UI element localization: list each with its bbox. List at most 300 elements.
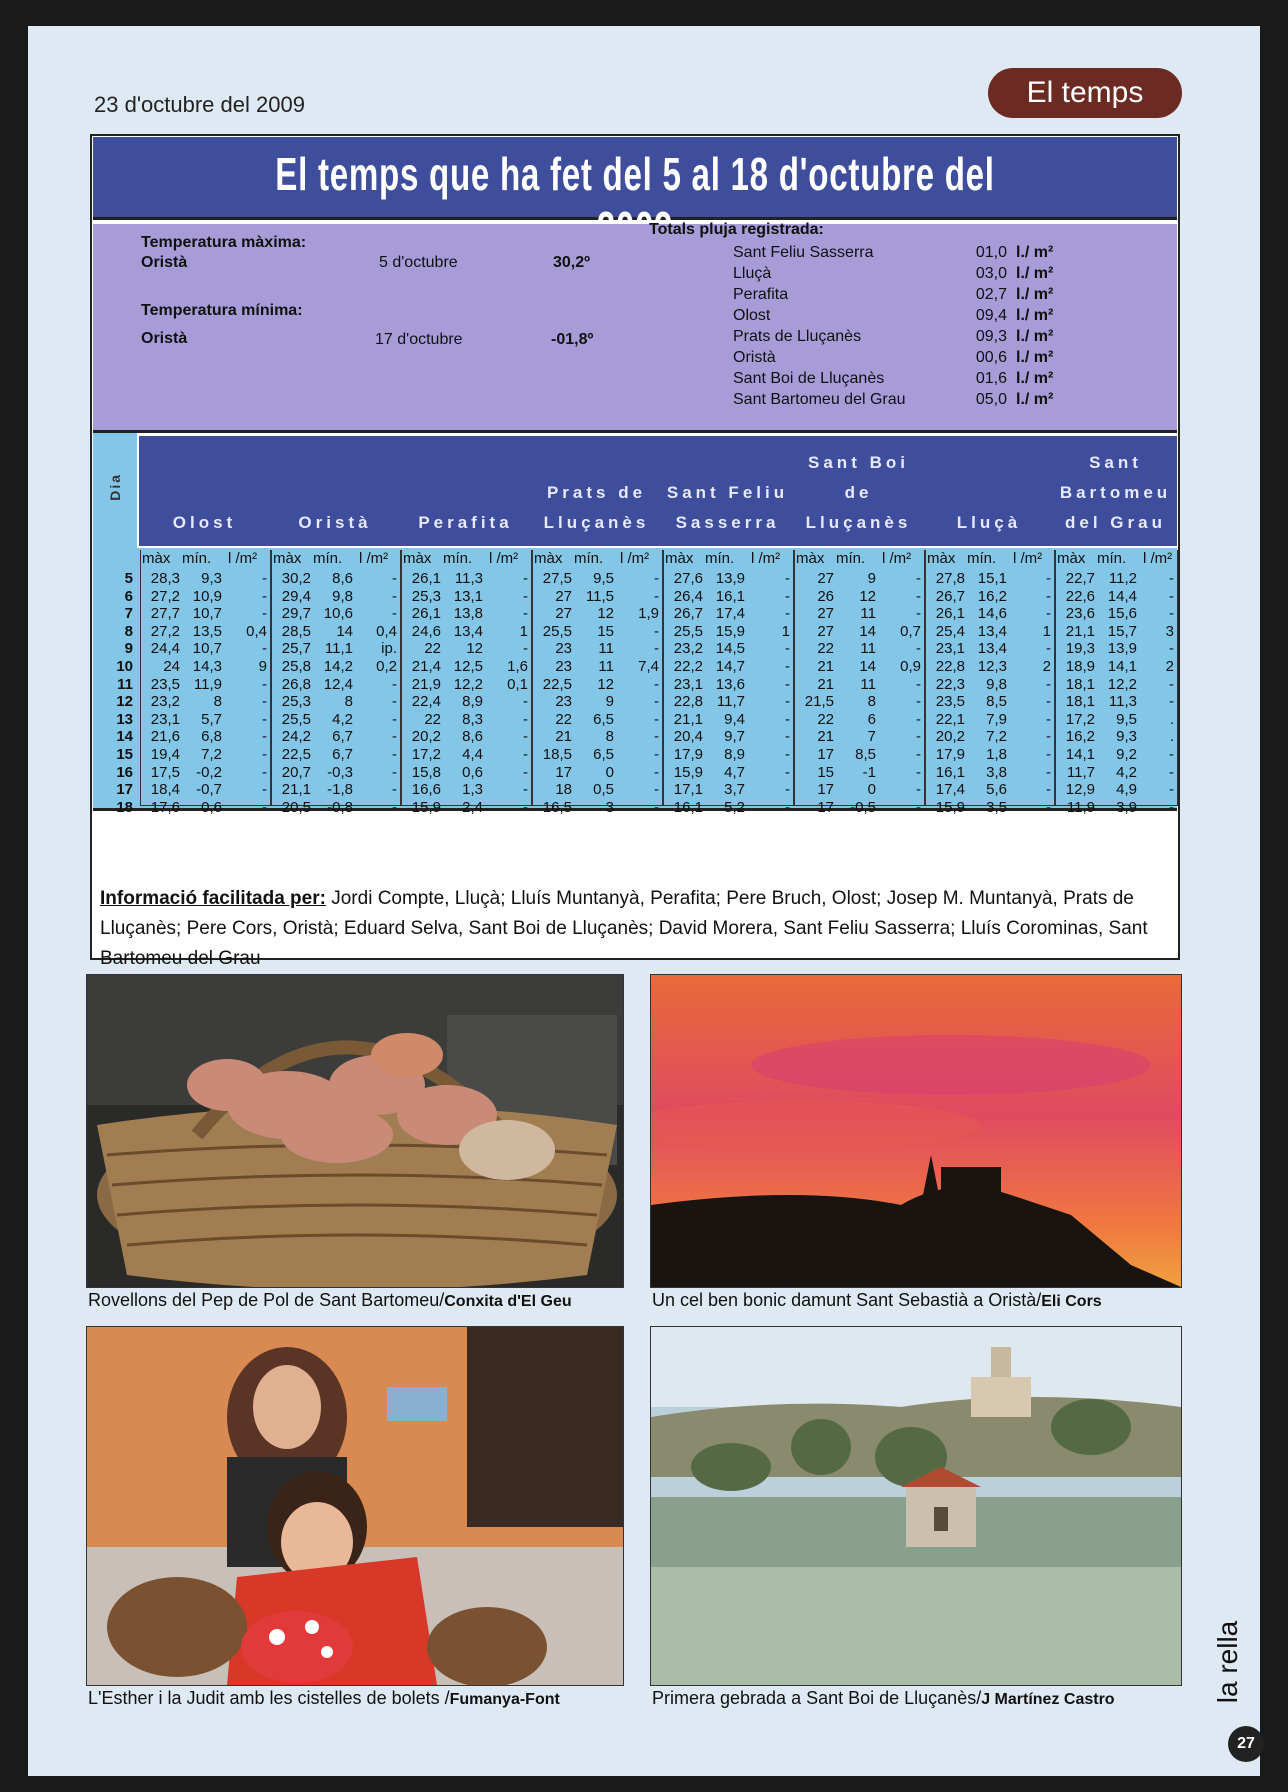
table-cell: - — [916, 798, 921, 816]
table-cell: 25,3 — [281, 693, 311, 711]
table-cell: 0,5 — [593, 781, 614, 799]
table-cell: 9,8 — [332, 587, 353, 605]
table-cell: - — [785, 781, 790, 799]
table-cell: 0,9 — [900, 658, 921, 675]
table-cell: - — [1169, 605, 1174, 623]
table-cell: 29,4 — [281, 587, 311, 605]
table-cell: 16,5 — [542, 798, 572, 816]
table-cell: 22 — [424, 710, 441, 728]
table-cell: 22,6 — [1065, 587, 1095, 605]
table-cell: 21,1 — [281, 781, 311, 799]
station-name-line: Prats de — [546, 483, 647, 502]
day-label-text: Dia — [106, 473, 123, 501]
table-cell: - — [1046, 728, 1051, 746]
table-cell: 23,5 — [935, 693, 965, 711]
table-cell: 21,5 — [804, 693, 834, 711]
table-cell: 6,7 — [332, 728, 353, 746]
table-cell: 11,2 — [1108, 570, 1137, 587]
table-cell: 5,6 — [986, 781, 1007, 799]
table-cell: 15,6 — [1107, 605, 1137, 623]
table-cell: - — [916, 746, 921, 763]
table-cell: 17,9 — [673, 746, 703, 763]
table-cell: 14,1 — [1065, 746, 1095, 763]
table-cell: . — [1169, 710, 1174, 728]
rain-value: 09,3 — [975, 328, 1007, 345]
rain-value: 09,4 — [975, 307, 1007, 324]
table-cell: 13,4 — [977, 622, 1007, 640]
table-cell: - — [262, 728, 267, 746]
rain-unit: l./ m² — [1016, 328, 1054, 345]
table-cell: - — [654, 798, 659, 816]
table-cell: - — [785, 763, 790, 781]
rain-station: Sant Feliu Sasserra — [733, 244, 874, 261]
table-cell: 25,5 — [542, 622, 572, 640]
table-cell: 17,4 — [935, 781, 965, 799]
table-cell: -0,8 — [327, 798, 353, 816]
table-cell: 11,7 — [1066, 763, 1095, 781]
day-cell: 11 — [117, 675, 133, 693]
photo-children — [86, 1326, 624, 1686]
station-header — [1054, 436, 1177, 546]
table-cell: - — [523, 570, 528, 587]
table-cell: 20,7 — [281, 763, 311, 781]
table-cell: 18 — [555, 781, 572, 799]
table-cell: 9 — [258, 658, 267, 675]
table-cell: - — [392, 728, 397, 746]
table-cell: 26,7 — [673, 605, 703, 623]
table-cell: - — [262, 798, 267, 816]
table-cell: - — [1046, 605, 1051, 623]
station-header — [662, 436, 793, 546]
station-name-line: Lluçà — [956, 513, 1022, 532]
table-cell: 25,8 — [281, 658, 311, 675]
table-cell: 17 — [817, 781, 834, 799]
table-cell: 21,4 — [411, 658, 441, 675]
table-cell: 15,8 — [411, 763, 441, 781]
table-cell: 1,9 — [638, 605, 659, 623]
table-cell: 27,8 — [935, 570, 965, 587]
table-cell: 16,1 — [715, 587, 745, 605]
table-cell: 16,6 — [411, 781, 441, 799]
page-number: 27 — [1228, 1726, 1264, 1762]
table-cell: - — [262, 763, 267, 781]
table-cell: - — [1046, 781, 1051, 799]
table-cell: - — [523, 798, 528, 816]
table-cell: - — [916, 781, 921, 799]
table-cell: - — [654, 587, 659, 605]
table-cell: 11,1 — [324, 640, 353, 658]
table-cell: 15,9 — [935, 798, 965, 816]
table-cell: 14 — [859, 622, 876, 640]
table-cell: - — [785, 693, 790, 711]
table-cell: 11 — [598, 658, 614, 675]
day-cell: 17 — [116, 781, 133, 799]
table-cell: 13,1 — [453, 587, 483, 605]
table-cell: 1,6 — [507, 658, 528, 675]
table-cell: 17 — [817, 798, 834, 816]
table-cell: 22,7 — [1065, 570, 1095, 587]
day-cell: 14 — [116, 728, 133, 746]
table-cell: 8,5 — [986, 693, 1007, 711]
table-cell: - — [785, 675, 790, 693]
station-name-line: Olost — [172, 513, 237, 532]
day-cell: 13 — [116, 710, 133, 728]
table-cell: 14,6 — [977, 605, 1007, 623]
table-cell: 13,6 — [715, 675, 745, 693]
table-cell: 11,5 — [585, 587, 614, 605]
table-cell: 3,8 — [986, 763, 1007, 781]
column-subheader: l /m² — [620, 550, 650, 567]
table-cell: 7,4 — [638, 658, 659, 675]
max-temp-date: 5 d'octubre — [379, 254, 458, 271]
table-cell: 12,2 — [1107, 675, 1137, 693]
table-cell: 8 — [344, 693, 353, 711]
frost-landscape-image — [651, 1327, 1181, 1685]
table-cell: - — [392, 763, 397, 781]
table-cell: 10,9 — [192, 587, 222, 605]
rain-value: 03,0 — [975, 265, 1007, 282]
table-cell: ip. — [381, 640, 397, 658]
table-cell: 9,4 — [724, 710, 745, 728]
table-cell: - — [262, 710, 267, 728]
rain-unit: l./ m² — [1016, 244, 1054, 261]
table-cell: 19,3 — [1065, 640, 1095, 658]
table-cell: - — [523, 728, 528, 746]
summary-panel — [93, 221, 1177, 433]
table-cell: 13,9 — [1107, 640, 1137, 658]
report-title: El temps que ha fet del 5 al 18 d'octubre del — [275, 148, 995, 200]
table-cell: - — [916, 763, 921, 781]
table-cell: - — [1169, 587, 1174, 605]
table-cell: 18,1 — [1065, 675, 1095, 693]
column-subheader: l /m² — [489, 550, 519, 567]
table-cell: 13,9 — [715, 570, 745, 587]
table-cell: 14 — [859, 658, 876, 675]
column-subheader: l /m² — [359, 550, 389, 567]
table-cell: 0 — [605, 763, 614, 781]
max-temp-label: Temperatura màxima: — [141, 234, 307, 251]
table-cell: 14,2 — [323, 658, 353, 675]
table-cell: 2,4 — [462, 798, 483, 816]
table-cell: 27 — [817, 605, 834, 623]
table-cell: 0,6 — [201, 798, 222, 816]
table-cell: - — [916, 675, 921, 693]
table-cell: - — [785, 658, 790, 675]
rain-row — [733, 328, 1133, 349]
photo1-caption — [88, 1290, 572, 1311]
table-cell: 11,3 — [454, 570, 483, 587]
table-cell: - — [523, 781, 528, 799]
table-cell: -0,5 — [850, 798, 876, 816]
table-cell: 18,5 — [542, 746, 572, 763]
table-cell: 9,5 — [593, 570, 614, 587]
table-cell: 6,8 — [201, 728, 222, 746]
day-cell: 7 — [124, 605, 133, 623]
table-cell: 11,9 — [1066, 798, 1095, 816]
table-cell: 13,4 — [977, 640, 1007, 658]
day-cell: 5 — [124, 570, 133, 587]
table-cell: 14,1 — [1107, 658, 1137, 675]
station-name-line: Sant Boi de — [808, 453, 909, 502]
table-cell: 7 — [867, 728, 876, 746]
table-cell: - — [392, 587, 397, 605]
table-cell: - — [1046, 763, 1051, 781]
day-cell: 8 — [124, 622, 133, 640]
day-cell: 12 — [116, 693, 133, 711]
table-cell: - — [523, 746, 528, 763]
table-cell: 13,5 — [192, 622, 222, 640]
station-header — [139, 436, 270, 546]
table-cell: - — [392, 781, 397, 799]
table-cell: 3 — [605, 798, 614, 816]
table-cell: 23,6 — [1065, 605, 1095, 623]
photo3-caption-text: L'Esther i la Judit amb les cistelles de bolets / — [88, 1688, 450, 1708]
table-cell: 21 — [817, 658, 834, 675]
table-cell: 23 — [555, 640, 572, 658]
table-cell: 14 — [336, 622, 353, 640]
table-cell: - — [523, 693, 528, 711]
rain-unit: l./ m² — [1016, 265, 1054, 282]
table-cell: 30,2 — [281, 570, 311, 587]
table-cell: 11,9 — [193, 675, 222, 693]
table-cell: 3,7 — [724, 781, 745, 799]
rain-row — [733, 286, 1133, 307]
table-cell: 8 — [605, 728, 614, 746]
newspaper-page — [28, 26, 1260, 1776]
day-cell: 6 — [124, 587, 133, 605]
table-cell: - — [523, 710, 528, 728]
table-cell: - — [392, 675, 397, 693]
table-cell: - — [1046, 798, 1051, 816]
table-cell: 7,2 — [201, 746, 222, 763]
column-subheader: mín. — [967, 550, 997, 567]
rain-station: Lluçà — [733, 265, 772, 282]
table-cell: 15,9 — [411, 798, 441, 816]
rain-value: 00,6 — [975, 349, 1007, 366]
table-cell: 22,8 — [673, 693, 703, 711]
table-cell: 1 — [781, 622, 790, 640]
table-cell: 20,2 — [411, 728, 441, 746]
table-cell: - — [1169, 763, 1174, 781]
table-cell: 26,1 — [935, 605, 965, 623]
table-cell: 26,4 — [673, 587, 703, 605]
station-header — [793, 436, 924, 546]
weather-report — [90, 134, 1180, 969]
station-name-line: Oristà — [298, 513, 372, 532]
rain-row — [733, 244, 1133, 265]
table-cell: - — [392, 746, 397, 763]
photo3-credit: Fumanya-Font — [449, 1691, 560, 1708]
table-cell: 25,5 — [281, 710, 311, 728]
table-cell: 25,4 — [935, 622, 965, 640]
table-cell: - — [1169, 693, 1174, 711]
table-cell: 12,9 — [1065, 781, 1095, 799]
table-cell: 22,5 — [281, 746, 311, 763]
table-cell: 21,9 — [411, 675, 441, 693]
table-cell: 17,9 — [935, 746, 965, 763]
table-cell: 4,2 — [1116, 763, 1137, 781]
column-subheader: mín. — [574, 550, 604, 567]
table-cell: - — [1169, 781, 1174, 799]
column-subheader: l /m² — [1143, 550, 1173, 567]
table-cell: 27 — [817, 622, 834, 640]
station-name-line: Sasserra — [675, 513, 780, 532]
table-cell: 15,9 — [673, 763, 703, 781]
day-cell: 9 — [124, 640, 133, 658]
table-cell: 26 — [817, 587, 834, 605]
table-cell: 21,1 — [1065, 622, 1095, 640]
rain-unit: l./ m² — [1016, 370, 1054, 387]
column-subheader: mín. — [443, 550, 473, 567]
table-cell: 22 — [555, 710, 572, 728]
table-cell: 8,3 — [462, 710, 483, 728]
table-cell: 0,4 — [246, 622, 267, 640]
table-cell: - — [392, 693, 397, 711]
table-cell: - — [1046, 675, 1051, 693]
station-name-line: del Grau — [1065, 513, 1166, 532]
table-cell: - — [916, 570, 921, 587]
table-cell: - — [262, 605, 267, 623]
table-cell: - — [392, 798, 397, 816]
table-cell: 23 — [555, 693, 572, 711]
station-name-line: Sant Feliu — [666, 483, 789, 502]
table-cell: 22 — [817, 710, 834, 728]
table-cell: 27,2 — [150, 622, 180, 640]
table-cell: - — [654, 781, 659, 799]
rain-station: Olost — [733, 307, 771, 324]
table-cell: 18,1 — [1065, 693, 1095, 711]
table-cell: - — [523, 640, 528, 658]
station-name-line: Lluçanès — [543, 513, 650, 532]
photo2-caption — [652, 1290, 1102, 1311]
table-cell: -0,7 — [196, 781, 222, 799]
min-temp-value: -01,8º — [551, 331, 594, 348]
table-cell: 11 — [860, 605, 876, 623]
table-cell: 26,7 — [935, 587, 965, 605]
table-cell: - — [1046, 746, 1051, 763]
section-badge: El temps — [988, 68, 1182, 118]
table-cell: 21 — [817, 675, 834, 693]
photo1-credit: Conxita d'El Geu — [444, 1293, 572, 1310]
station-name-line: Perafita — [418, 513, 513, 532]
table-cell: 22,5 — [542, 675, 572, 693]
table-cell: - — [654, 640, 659, 658]
table-cell: - — [785, 728, 790, 746]
table-cell: 21,1 — [673, 710, 703, 728]
table-cell: - — [1169, 570, 1174, 587]
table-cell: 15 — [817, 763, 834, 781]
table-cell: 0,4 — [376, 622, 397, 640]
table-cell: 22,3 — [935, 675, 965, 693]
children-image — [87, 1327, 623, 1685]
table-cell: 12 — [466, 640, 483, 658]
table-cell: - — [523, 587, 528, 605]
photo-frost — [650, 1326, 1182, 1686]
table-cell: - — [1169, 798, 1174, 816]
column-subheader: màx — [665, 550, 694, 567]
table-cell: 28,5 — [281, 622, 311, 640]
table-cell: 27,6 — [673, 570, 703, 587]
min-temp-place: Oristà — [141, 330, 188, 347]
table-cell: - — [1169, 746, 1174, 763]
table-cell: 27,5 — [542, 570, 572, 587]
table-cell: 17,2 — [1065, 710, 1095, 728]
table-cell: 17,1 — [673, 781, 703, 799]
table-cell: - — [262, 675, 267, 693]
table-cell: 12 — [597, 675, 614, 693]
table-cell: 17 — [555, 763, 572, 781]
day-cell: 10 — [116, 658, 133, 675]
table-cell: - — [785, 605, 790, 623]
photo4-caption-text: Primera gebrada a Sant Boi de Lluçanès/ — [652, 1688, 982, 1708]
photo4-caption — [652, 1688, 1115, 1709]
table-cell: 27,2 — [150, 587, 180, 605]
table-cell: 6 — [867, 710, 876, 728]
table-cell: 27 — [817, 570, 834, 587]
table-cell: - — [523, 605, 528, 623]
table-cell: 8,6 — [462, 728, 483, 746]
table-cell: 14,3 — [192, 658, 222, 675]
photo-mushroom-basket — [86, 974, 624, 1288]
table-cell: 28,3 — [150, 570, 180, 587]
table-cell: 23,2 — [150, 693, 180, 711]
table-cell: 15 — [597, 622, 614, 640]
rain-value: 05,0 — [975, 391, 1007, 408]
table-cell: 16,1 — [935, 763, 965, 781]
rain-row — [733, 349, 1133, 370]
table-cell: 29,7 — [281, 605, 311, 623]
table-cell: 6,7 — [332, 746, 353, 763]
table-cell: - — [1046, 640, 1051, 658]
rain-totals-label: Totals pluja registrada: — [649, 221, 824, 238]
table-cell: 4,7 — [724, 763, 745, 781]
station-header — [400, 436, 531, 546]
table-cell: 10,7 — [192, 640, 222, 658]
table-cell: 26,8 — [281, 675, 311, 693]
table-cell: - — [654, 622, 659, 640]
table-cell: - — [392, 605, 397, 623]
table-cell: 4,9 — [1116, 781, 1137, 799]
table-cell: 0,1 — [507, 675, 528, 693]
table-cell: - — [654, 746, 659, 763]
table-cell: 15,7 — [1107, 622, 1137, 640]
table-cell: - — [262, 570, 267, 587]
table-cell: 0,7 — [900, 622, 921, 640]
column-subheader: l /m² — [882, 550, 912, 567]
station-name-line: Sant — [1089, 453, 1142, 472]
table-cell: 27 — [555, 605, 572, 623]
rain-value: 01,6 — [975, 370, 1007, 387]
table-cell: - — [785, 570, 790, 587]
table-cell: - — [916, 640, 921, 658]
table-cell: 10,7 — [192, 605, 222, 623]
table-cell: 3,9 — [1116, 798, 1137, 816]
table-cell: 17,2 — [411, 746, 441, 763]
table-cell: 20,2 — [935, 728, 965, 746]
table-cell: - — [262, 746, 267, 763]
table-cell: 7,2 — [986, 728, 1007, 746]
table-cell: 7,9 — [986, 710, 1007, 728]
credits — [100, 884, 1172, 974]
rain-row — [733, 265, 1133, 286]
table-cell: 9,2 — [1116, 746, 1137, 763]
table-cell: 18,4 — [150, 781, 180, 799]
table-cell: - — [1169, 675, 1174, 693]
column-subheader: màx — [927, 550, 956, 567]
table-cell: - — [785, 587, 790, 605]
table-cell: 20,5 — [281, 798, 311, 816]
photo2-credit: Eli Cors — [1041, 1293, 1102, 1310]
